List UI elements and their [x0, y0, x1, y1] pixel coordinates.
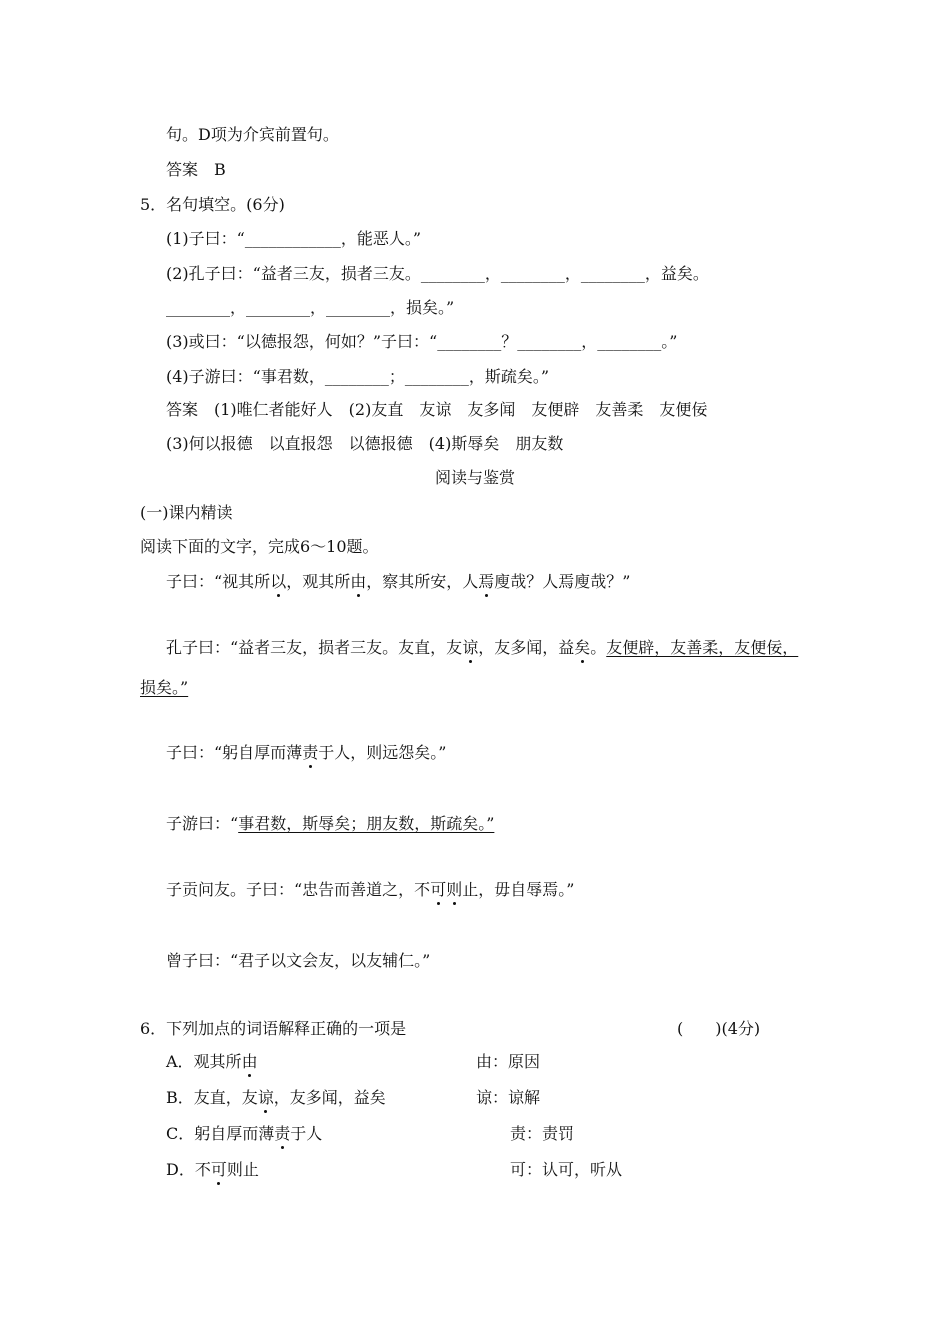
- reading-instruction: 阅读下面的文字，完成6～10题。: [140, 537, 379, 556]
- answer-line: 答案 B: [166, 160, 226, 179]
- section-heading: 阅读与鉴赏: [434, 468, 515, 487]
- subsection-heading: (一)课内精读: [140, 503, 233, 522]
- text-line: 句。D项为介宾前置句。: [166, 125, 339, 144]
- option-b-explanation: 谅：谅解: [476, 1088, 541, 1107]
- question-5-item-2-cont: ________，________，________，损矣。”: [166, 298, 455, 317]
- question-5-item-4: (4)子游曰：“事君数，________；________，斯疏矣。”: [166, 367, 550, 386]
- answer-5-line-1: 答案 (1)唯仁者能好人 (2)友直 友谅 友多闻 友便辟 友善柔 友便佞: [166, 400, 708, 419]
- option-a: A．观其所由: [166, 1052, 258, 1071]
- question-6-title: 6．下列加点的词语解释正确的一项是: [140, 1019, 407, 1038]
- option-c-explanation: 责：责罚: [510, 1124, 575, 1143]
- question-5-item-1: (1)子曰：“____________，能恶人。”: [166, 229, 422, 248]
- passage-2-cont: 损矣。”: [140, 678, 189, 697]
- option-d-explanation: 可：认可，听从: [510, 1160, 623, 1179]
- passage-3: 子曰：“躬自厚而薄责于人，则远怨矣。”: [166, 743, 447, 762]
- passage-4: 子游曰：“事君数，斯辱矣；朋友数，斯疏矣。”: [166, 814, 495, 833]
- answer-5-line-2: (3)何以报德 以直报怨 以德报德 (4)斯辱矣 朋友数: [166, 434, 564, 453]
- passage-1: 子曰：“视其所以，观其所由，察其所安，人焉廋哉？人焉廋哉？”: [166, 572, 631, 591]
- question-5-item-3: (3)或曰：“以德报怨，何如？”子曰：“________？________，________。”: [166, 332, 678, 351]
- option-a-explanation: 由：原因: [476, 1052, 541, 1071]
- passage-5: 子贡问友。子曰：“忠告而善道之，不可则止，毋自辱焉。”: [166, 880, 575, 899]
- option-b: B．友直，友谅，友多闻，益矣: [166, 1088, 386, 1107]
- question-6-mark: ( )(4分): [677, 1019, 761, 1038]
- passage-6: 曾子曰：“君子以文会友，以友辅仁。”: [166, 951, 431, 970]
- question-5-title: 5．名句填空。(6分): [140, 195, 285, 214]
- option-d: D．不可则止: [166, 1160, 259, 1179]
- question-5-item-2: (2)孔子曰：“益者三友，损者三友。________，________，________，益矣。: [166, 264, 709, 283]
- option-c: C．躬自厚而薄责于人: [166, 1124, 323, 1143]
- passage-2: 孔子曰：“益者三友，损者三友。友直，友谅，友多闻，益矣。友便辟，友善柔，友便佞，: [166, 638, 799, 657]
